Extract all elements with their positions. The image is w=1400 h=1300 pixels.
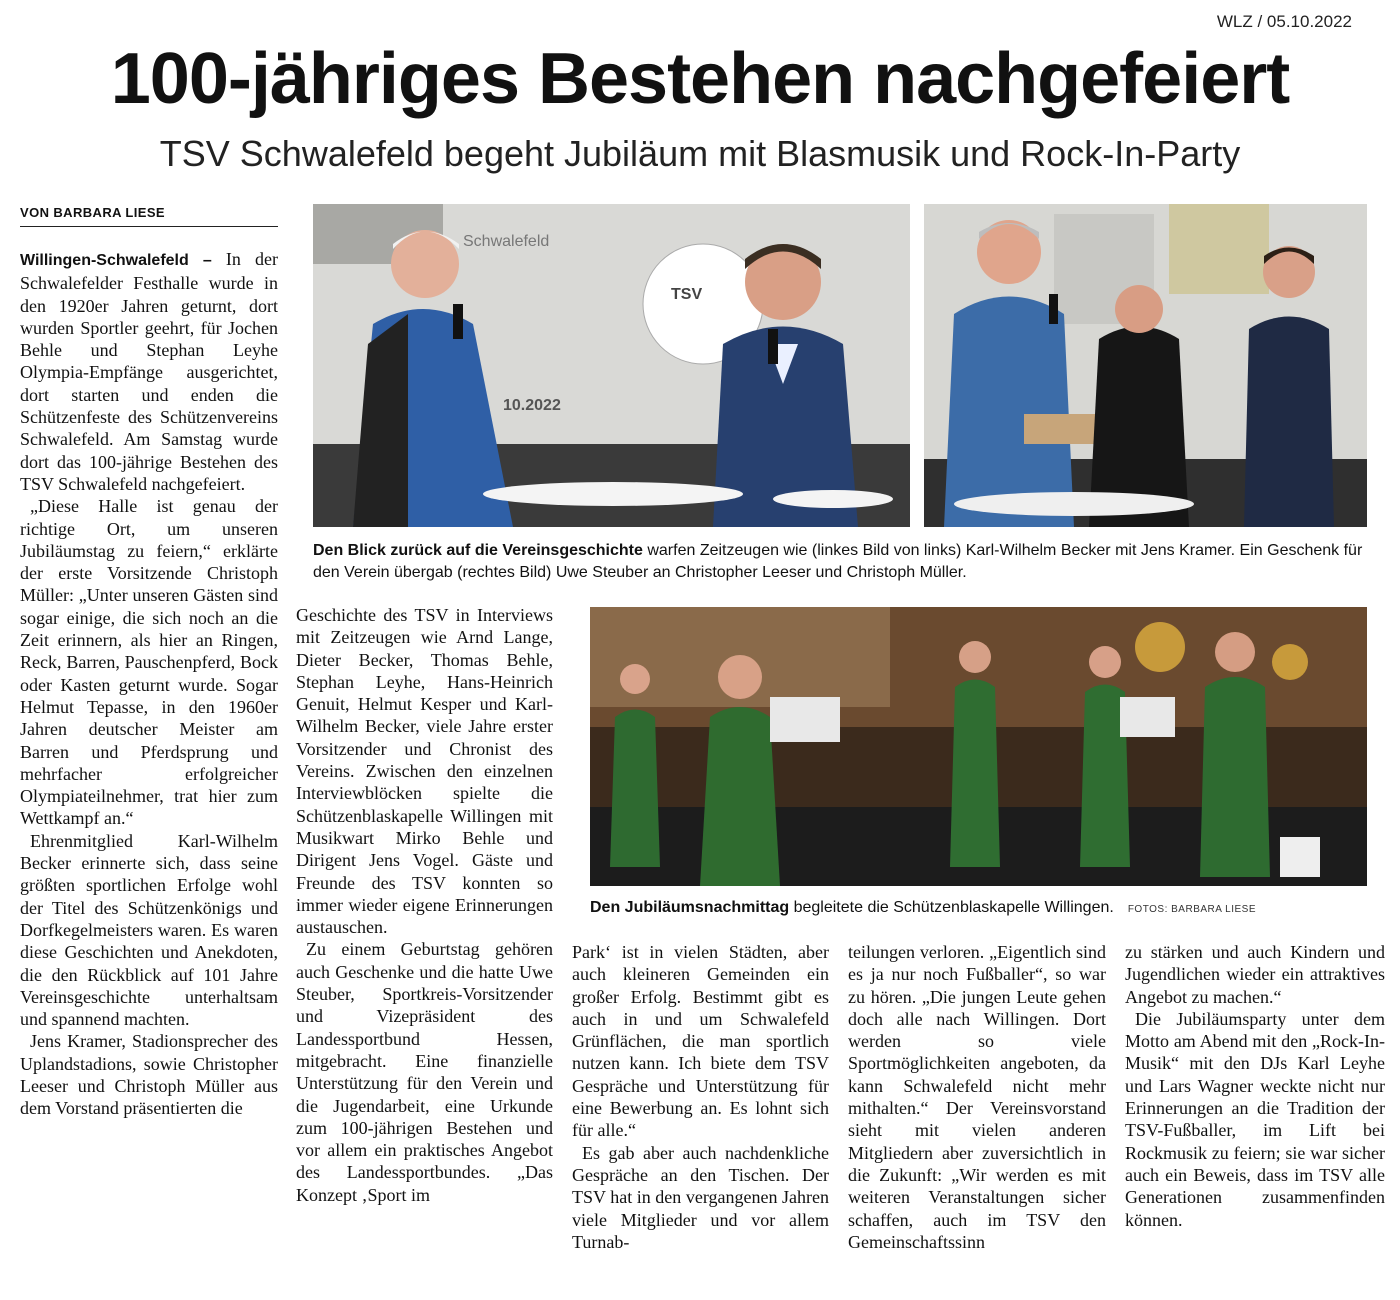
paragraph: Jens Kramer, Stadionsprecher des Uplandstadions, sowie Christopher Leeser und Christoph Müller aus dem Vorstand präsentierten die <box>20 1031 278 1119</box>
photo-band <box>590 607 1367 886</box>
paragraph: teilungen verloren. „Eigentlich sind es ja nur noch Fußballer“, so war zu hören. „Die jungen Leute gehen doch alle nach Willingen. Dort werden so viele Sportmöglichkeiten angeboten, da kann Schwalefeld nicht mehr mithalten.“ Der Vereinsvorstand sieht mit vielen anderen Mitgliedern aber zuversichtlich in die Zukunft: „Wir werden es mit weiteren Veranstaltungen sicher schaffen, auch im TSV den Gemeinschaftssinn <box>848 942 1106 1252</box>
paragraph: zu stärken und auch Kindern und Jugendlichen wieder ein attraktives Angebot zu machen.“ <box>1125 942 1385 1007</box>
paragraph: Es gab aber auch nachdenkliche Gespräche an den Tischen. Der TSV hat in den vergangenen Jahren viele Mitglieder und vor allem Turnab- <box>572 1142 829 1252</box>
article-column-4 <box>848 941 1106 1253</box>
photo-gift <box>924 204 1367 527</box>
caption-top-photos: Den Blick zurück auf die Vereinsgeschichte warfen Zeitzeugen wie (linkes Bild von links) Karl-Wilhelm Becker mit Jens Kramer. Ein Geschenk für den Verein übergab (rechtes Bild) Uwe Steuber an Christopher Leeser und Christoph Müller. <box>313 542 1363 581</box>
dateline: Willingen-Schwalefeld – <box>20 252 212 269</box>
paragraph: Park‘ ist in vielen Städten, aber auch kleineren Gemeinden ein großer Erfolg. Bestimmt gibt es auch in und um Schwalefeld Grünflächen, die man sportlich nutzen kann. Ich biete dem TSV Gespräche und Unterstützung für eine Bewerbung an. Es lohnt sich für alle.“ <box>572 942 829 1141</box>
paragraph: Ehrenmitglied Karl-Wilhelm Becker erinnerte sich, dass seine größten sportlichen Erfolge wohl der Titel des Schützenkönigs und Dorfkegelmeisters waren. Es waren diese Geschichten und Anekdoten, die den Rückblick auf 101 Jahre Vereinsgeschichte unterhaltsam und spannend machten. <box>20 830 278 1030</box>
screen-text: Schwalefeld <box>463 233 550 250</box>
paragraph: Geschichte des TSV in Interviews mit Zeitzeugen wie Arnd Lange, Dieter Becker, Thomas Behle, Stephan Leyhe, Hans-Heinrich Genuit, Helmut Kesper und Karl-Wilhelm Becker, viele Jahre erster Vorsitzender und Chronist des Vereins. Zwischen den einzelnen Interviewblöcken spielte die Schützenblaskapelle Willingen mit Musikwart Mirko Behle und Dirigent Jens Vogel. Gäste und Freunde des TSV konnten so immer wieder eigene Erinnerungen austauschen. <box>296 605 553 938</box>
article-column-1 <box>20 248 278 1120</box>
paragraph: Willingen-Schwalefeld – In der Schwalefelder Festhalle wurde in den 1920er Jahren geturnt, dort wurden Sportler geehrt, für Jochen Behle und Stephan Leyhe Olympia-Empfänge ausgerichtet, dort starten und enden die Schützenfeste des Schützenvereins Schwalefeld. Am Samstag wurde dort das 100-jährige Bestehen des TSV Schwalefeld nachgefeiert. <box>20 249 279 494</box>
article-column-3 <box>572 941 829 1253</box>
paragraph: „Diese Halle ist genau der richtige Ort, um unseren Jubiläumstag zu feiern,“ erklärte der erste Vorsitzende Christoph Müller: „Unter unseren Gästen sind sogar einige, die sich noch an die Zeit erinnern, als hier an Ringen, Reck, Barren, Pauschenpferd, Bock oder Kasten geturnt wurde. Sogar Helmut Tepasse, in den 1960er Jahren deutscher Meister am Barren und Pferdsprung und mehrfacher erfolgreicher Olympiateilnehmer, trat hier zum Wettkampf an.“ <box>20 496 278 829</box>
paragraph: Die Jubiläumsparty unter dem Motto am Abend mit den „Rock-In-Musik“ mit den DJs Karl Leyhe und Lars Wagner weckte nicht nur Erinnerungen an die Tradition der TSV-Fußballer, im Lift bei Rockmusik zu feiern; sie war sicher auch ein Beweis, dass im TSV alle Generationen zusammenfinden können. <box>1125 1008 1385 1230</box>
photo-interview <box>313 204 910 527</box>
byline: VON BARBARA LIESE <box>20 205 278 227</box>
article-column-2 <box>296 604 553 1206</box>
subheadline: TSV Schwalefeld begeht Jubiläum mit Blasmusik und Rock-In-Party <box>159 133 1241 174</box>
logo-text: TSV <box>671 286 703 303</box>
source-line: WLZ / 05.10.2022 <box>1216 12 1352 31</box>
caption-band-photo: Den Jubiläumsnachmittag begleitete die Schützenblaskapelle Willingen. FOTOS: BARBARA LIESE <box>590 899 1257 916</box>
article-column-5 <box>1125 941 1385 1231</box>
paragraph: Zu einem Geburtstag gehören auch Geschenke und die hatte Uwe Steuber, Sportkreis-Vorsitzender und Vizepräsident des Landessportbund Hessen, mitgebracht. Eine finanzielle Unterstützung für den Verein und die Jugendarbeit, eine Urkunde zum 100-jährigen Bestehen und vor allem ein praktisches Angebot des Landessportbundes. „Das Konzept ‚Sport im <box>296 939 553 1205</box>
headline: 100-jähriges Bestehen nachgefeiert <box>110 39 1290 119</box>
photo-credit: FOTOS: BARBARA LIESE <box>1127 904 1257 915</box>
screen-date: 10.2022 <box>503 397 561 414</box>
